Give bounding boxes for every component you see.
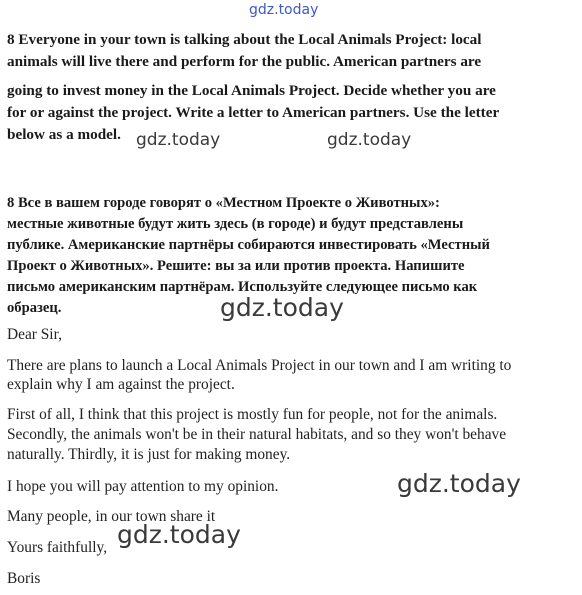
watermark: gdz.today	[220, 293, 344, 322]
watermark: gdz.today	[327, 130, 412, 150]
task-ru-line: письмо американским партнёрам. Используйте следующее письмо как	[7, 279, 478, 295]
task-ru-line: 8 Все в вашем городе говорят о «Местном Проекте о Животных»:	[7, 195, 440, 211]
task-en-line: going to invest money in the Local Animals Project. Decide whether you are	[7, 82, 496, 99]
letter-paragraph-line: Secondly, the animals won't be in their natural habitats, and so they won't behave	[7, 426, 507, 443]
letter-closing: Yours faithfully,	[7, 539, 108, 556]
task-en-line: animals will live there and perform for the public. American partners are	[7, 53, 482, 70]
letter-signature: Boris	[7, 570, 41, 587]
task-ru-line: Проект о Животных». Решите: вы за или против проекта. Напишите	[7, 258, 465, 274]
watermark: gdz.today	[397, 469, 521, 498]
watermark: gdz.today	[136, 130, 221, 150]
watermark-top: gdz.today	[249, 2, 319, 18]
task-ru-line: публике. Американские партнёры собираются инвестировать «Местный	[7, 237, 490, 253]
task-en-line: 8 Everyone in your town is talking about the Local Animals Project: local	[7, 31, 482, 48]
letter-greeting: Dear Sir,	[7, 326, 62, 343]
task-en-line: below as a model.	[7, 126, 121, 143]
letter-paragraph-line: There are plans to launch a Local Animals Project in our town and I am writing to	[7, 357, 512, 374]
task-ru-line: образец.	[7, 300, 62, 316]
letter-paragraph-line: First of all, I think that this project is mostly fun for people, not for the animals.	[7, 406, 498, 423]
letter-paragraph-line: explain why I am against the project.	[7, 376, 235, 393]
task-en-line: for or against the project. Write a letter to American partners. Use the letter	[7, 104, 500, 121]
letter-paragraph-line: naturally. Thirdly, it is just for making money.	[7, 446, 291, 463]
letter-paragraph-line: I hope you will pay attention to my opinion.	[7, 478, 279, 495]
letter-paragraph-line: Many people, in our town share it	[7, 508, 216, 525]
watermark: gdz.today	[117, 520, 241, 549]
task-ru-line: местные животные будут жить здесь (в городе) и будут представлены	[7, 216, 464, 232]
